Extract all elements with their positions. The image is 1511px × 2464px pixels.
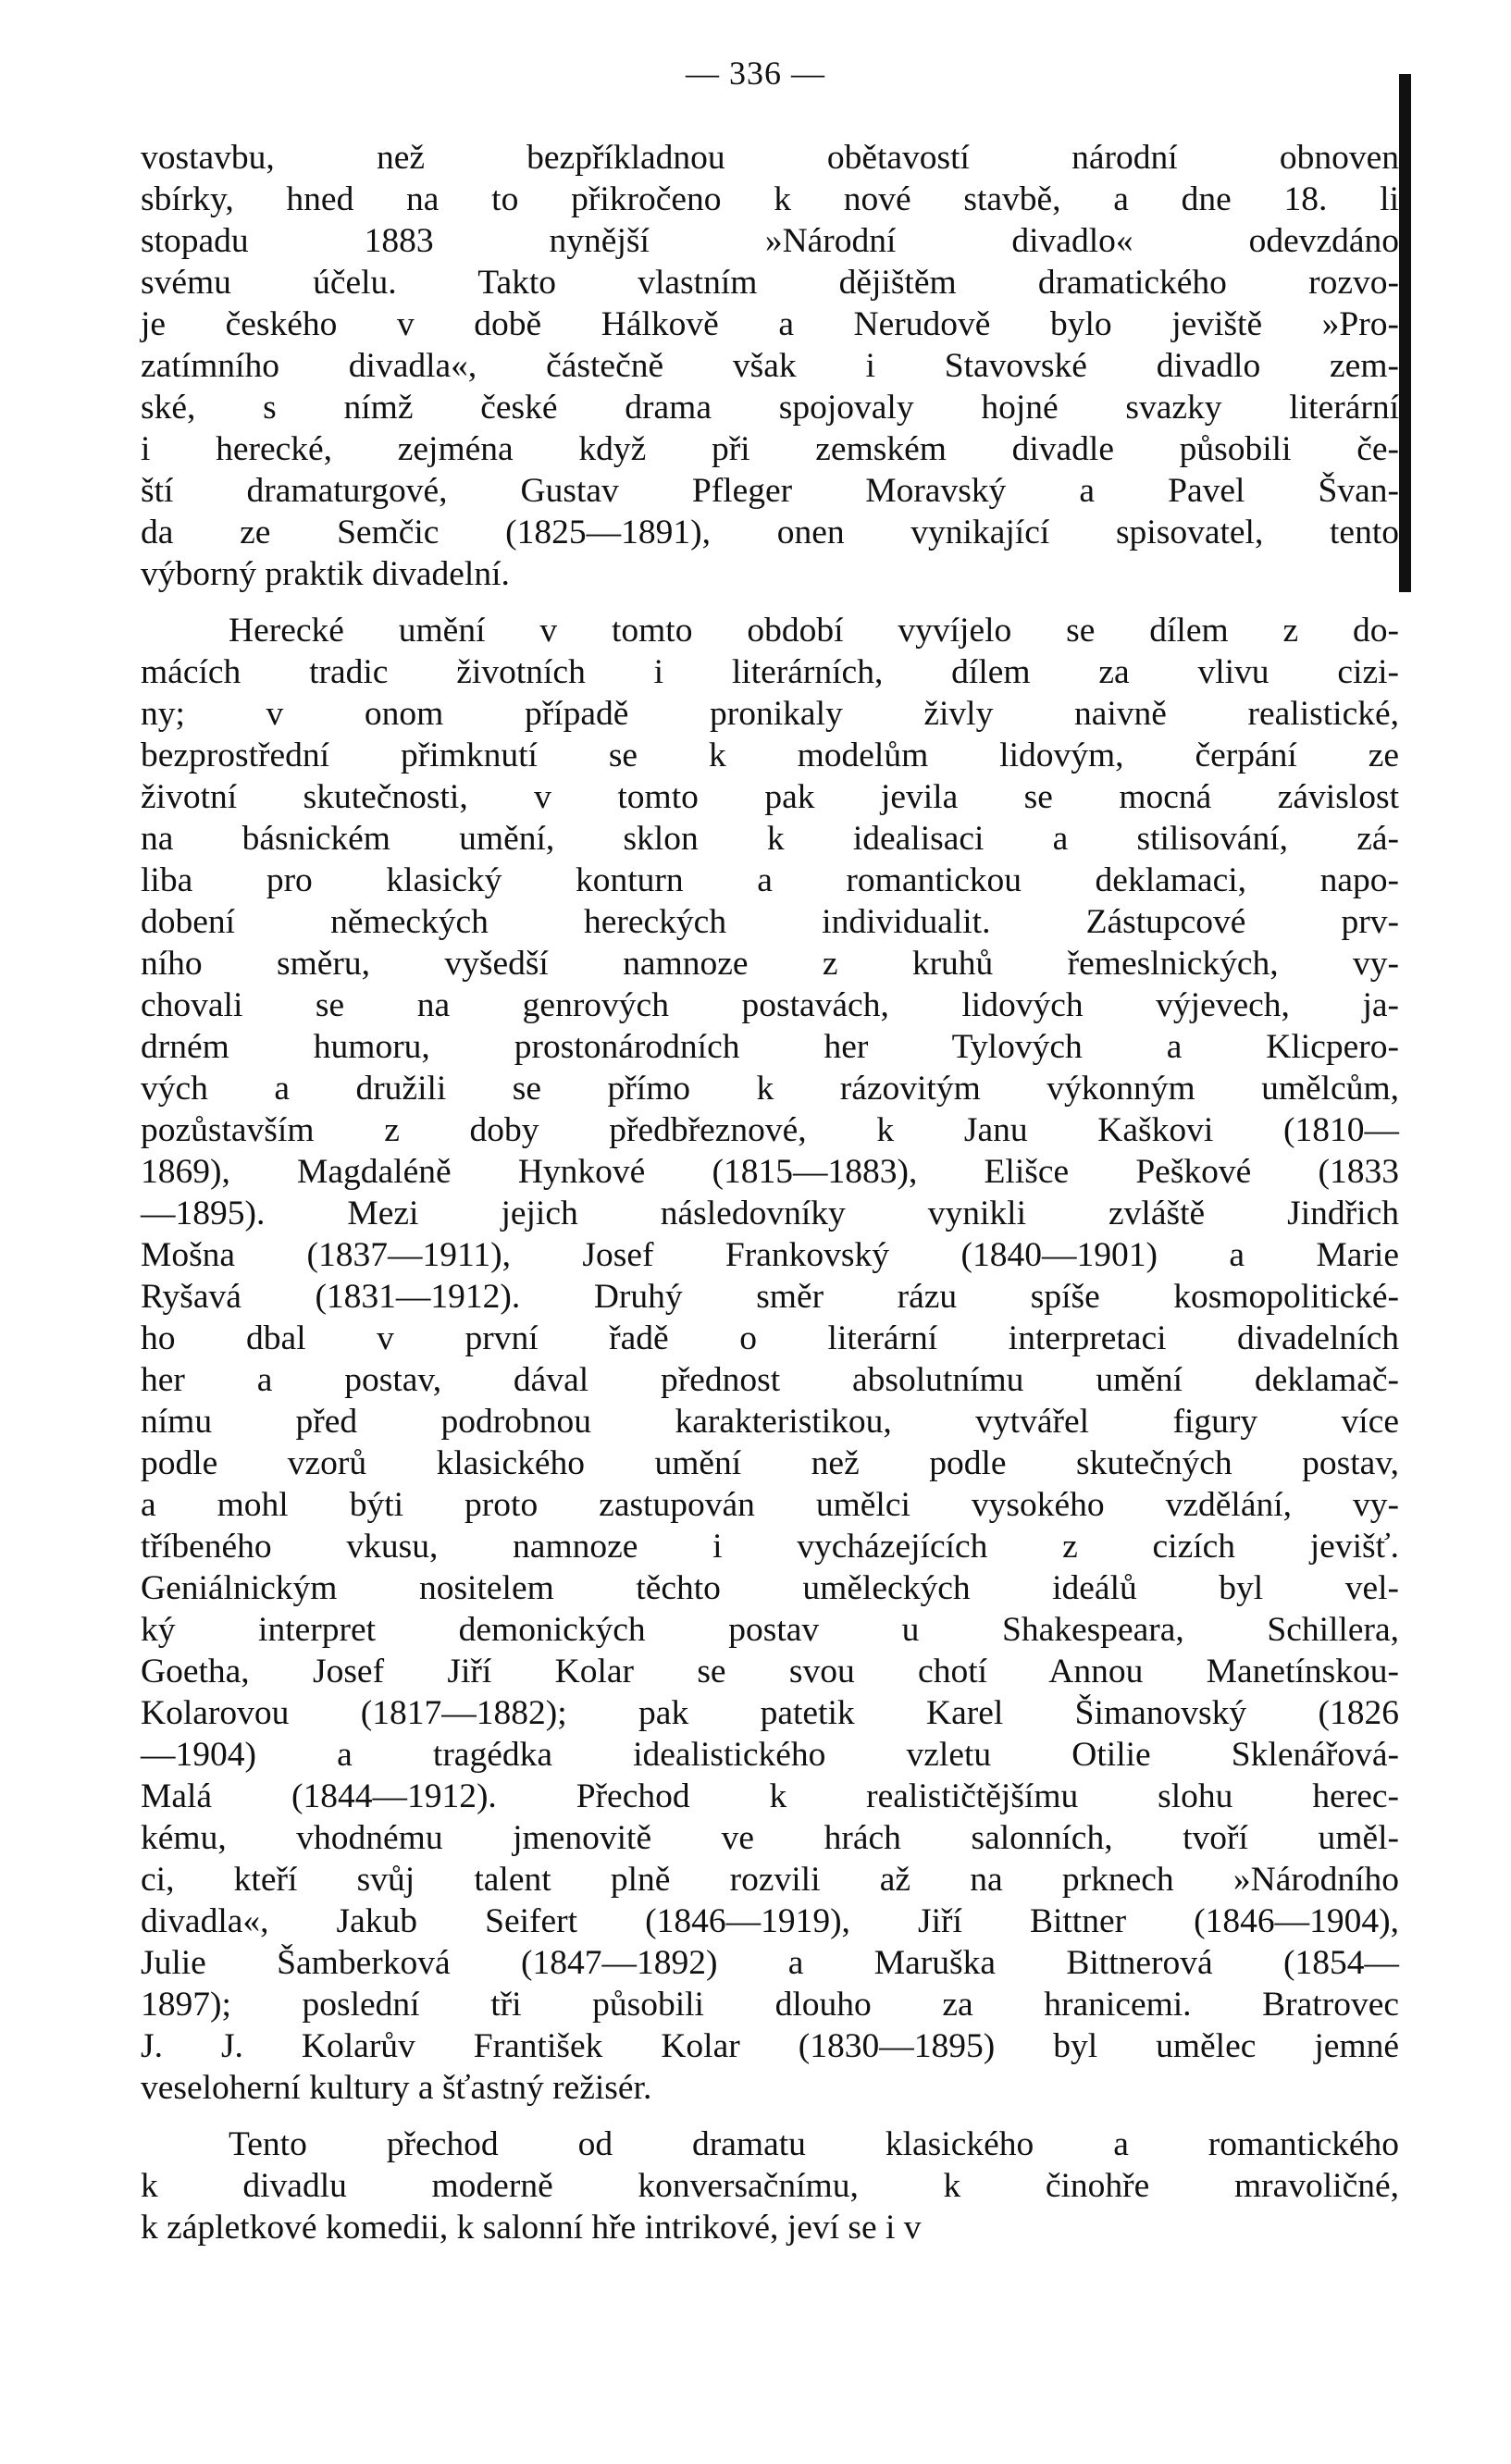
text-line: ního směru, vyšedší namnoze z kruhů řemeslnických, vy- — [141, 945, 1399, 983]
text-line: divadla«, Jakub Seifert (1846—1919), Jiří Bittner (1846—1904), — [141, 1902, 1399, 1940]
text-line: životní skutečnosti, v tomto pak jevila se mocná závislost — [141, 778, 1399, 816]
text-line: veseloherní kultury a šťastný režisér. — [141, 2069, 652, 2107]
text-line: zatímního divadla«, částečně však i Stavovské divadlo zem- — [141, 347, 1399, 385]
text-line: kému, vhodnému jmenovitě ve hrách salonních, tvoří uměl- — [141, 1819, 1399, 1857]
text-line: vých a družili se přímo k rázovitým výkonným umělcům, — [141, 1070, 1399, 1108]
text-line: i herecké, zejména když při zemském divadle působili če- — [141, 430, 1399, 468]
text-line: sbírky, hned na to přikročeno k nové stavbě, a dne 18. li — [141, 180, 1399, 218]
text-line: pozůstavším z doby předbřeznové, k Janu Kaškovi (1810— — [141, 1111, 1399, 1149]
text-line: Herecké umění v tomto období vyvíjelo se dílem z do- — [229, 612, 1399, 650]
text-line: bezprostřední přimknutí se k modelům lidovým, čerpání ze — [141, 737, 1399, 774]
text-line: vostavbu, než bezpříkladnou obětavostí národní obnoven — [141, 139, 1399, 177]
text-line: Geniálnickým nositelem těchto uměleckých ideálů byl vel- — [141, 1569, 1399, 1607]
text-line: her a postav, dával přednost absolutnímu umění deklamač- — [141, 1361, 1399, 1399]
text-line: Kolarovou (1817—1882); pak patetik Karel Šimanovský (1826 — [141, 1694, 1399, 1732]
text-line: Tento přechod od dramatu klasického a romantického — [229, 2125, 1399, 2163]
text-line: ští dramaturgové, Gustav Pfleger Moravský a Pavel Švan- — [141, 472, 1399, 510]
text-line: da ze Semčic (1825—1891), onen vynikající spisovatel, tento — [141, 514, 1399, 551]
text-line: výborný praktik divadelní. — [141, 555, 510, 593]
text-line: stopadu 1883 nynější »Národní divadlo« odevzdáno — [141, 222, 1399, 260]
text-line: k divadlu moderně konversačnímu, k činohře mravoličné, — [141, 2167, 1399, 2205]
text-line: ho dbal v první řadě o literární interpretaci divadelních — [141, 1319, 1399, 1357]
text-line: nímu před podrobnou karakteristikou, vytvářel figury více — [141, 1403, 1399, 1441]
paragraph-3 — [141, 2123, 1399, 2248]
text-line: ské, s nímž české drama spojovaly hojné svazky literární — [141, 389, 1399, 427]
text-line: Julie Šamberková (1847—1892) a Maruška Bittnerová (1854— — [141, 1944, 1399, 1982]
paragraph-1 — [141, 137, 1399, 595]
text-line: drném humoru, prostonárodních her Tylových a Klicpero- — [141, 1028, 1399, 1066]
text-line: dobení německých hereckých individualit. Zástupcové prv- — [141, 903, 1399, 941]
text-line: liba pro klasický konturn a romantickou deklamaci, napo- — [141, 861, 1399, 899]
text-line: k zápletkové komedii, k salonní hře intrikové, jeví se i v — [141, 2209, 922, 2247]
text-line: —1895). Mezi jejich následovníky vynikli zvláště Jindřich — [141, 1195, 1399, 1232]
text-line: svému účelu. Takto vlastním dějištěm dramatického rozvo- — [141, 264, 1399, 302]
text-line: podle vzorů klasického umění než podle skutečných postav, — [141, 1444, 1399, 1482]
text-line: a mohl býti proto zastupován umělci vysokého vzdělání, vy- — [141, 1486, 1399, 1524]
paragraph-gap — [141, 2109, 1399, 2123]
text-line: Malá (1844—1912). Přechod k realističtějšímu slohu herec- — [141, 1777, 1399, 1815]
paragraph-2 — [141, 610, 1399, 2109]
text-line: na básnickém umění, sklon k idealisaci a stilisování, zá- — [141, 820, 1399, 858]
text-line: mácích tradic životních i literárních, dílem za vlivu cizi- — [141, 653, 1399, 691]
text-line: Mošna (1837—1911), Josef Frankovský (1840—1901) a Marie — [141, 1236, 1399, 1274]
text-line: tříbeného vkusu, namnoze i vycházejících z cizích jevišť. — [141, 1528, 1399, 1566]
text-line: —1904) a tragédka idealistického vzletu Otilie Sklenářová- — [141, 1736, 1399, 1774]
text-line: je českého v době Hálkově a Nerudově bylo jeviště »Pro- — [141, 305, 1399, 343]
text-line: 1869), Magdaléně Hynkové (1815—1883), Elišce Peškové (1833 — [141, 1153, 1399, 1191]
text-block — [141, 137, 1399, 2248]
page-number: — 336 — — [686, 55, 825, 92]
text-line: 1897); poslední tři působili dlouho za hranicemi. Bratrovec — [141, 1986, 1399, 2024]
paragraph-gap — [141, 595, 1399, 610]
text-line: ny; v onom případě pronikaly živly naivně realistické, — [141, 695, 1399, 733]
text-line: ký interpret demonických postav u Shakespeara, Schillera, — [141, 1611, 1399, 1649]
text-line: Ryšavá (1831—1912). Druhý směr rázu spíše kosmopolitické- — [141, 1278, 1399, 1316]
text-line: ci, kteří svůj talent plně rozvili až na prknech »Národního — [141, 1861, 1399, 1899]
text-line: J. J. Kolarův František Kolar (1830—1895) byl umělec jemné — [141, 2027, 1399, 2065]
page-edge-shadow — [1399, 74, 1411, 592]
text-line: Goetha, Josef Jiří Kolar se svou chotí Annou Manetínskou- — [141, 1653, 1399, 1690]
text-line: chovali se na genrových postavách, lidových výjevech, ja- — [141, 986, 1399, 1024]
